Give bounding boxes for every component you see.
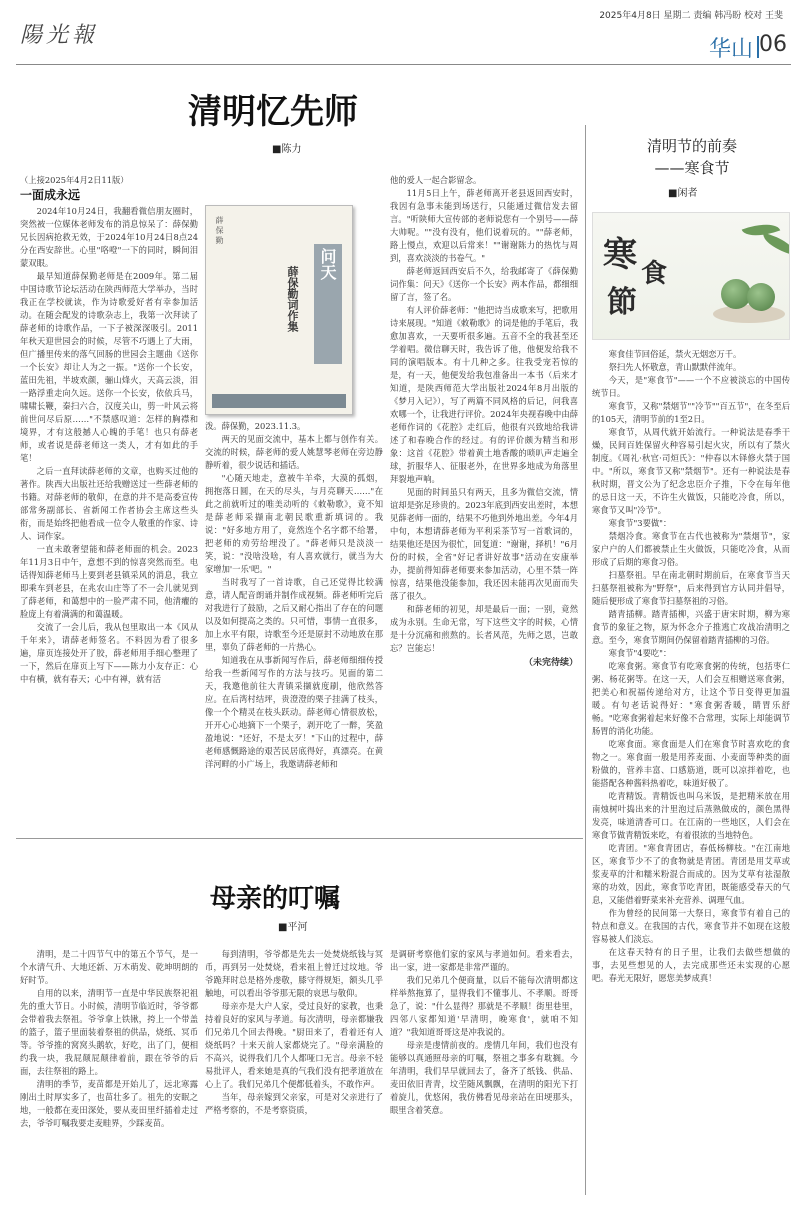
article1-byline: ■陈力 — [272, 144, 302, 155]
paragraph: 今天，是"寒食节"——一个不应被淡忘的中国传统节日。 — [592, 375, 790, 398]
paragraph: 清明，是二十四节气中的第五个节气，是一个水清气升、大地还新、万木萌发、乾坤明朗的好时节。 — [20, 949, 198, 985]
sidebar-title-line2: ——寒食节 — [654, 159, 730, 177]
paragraph: 泼。薛保勤，2023.11.3。 — [205, 421, 306, 431]
article2-col2 — [205, 948, 383, 1198]
paragraph: 是调研考察他们家的家风与孝道如何。看来看去，出一家，进一家都是非常严谨的。 — [390, 949, 578, 972]
paragraph: 当时我写了一首诗歌，自己还觉得比较满意，请人配音朗诵并制作成视频。薛老师听完后对我进行了鼓励，之后又耐心指出了存在的问题以及如何提高之类的。只可惜，事情一直很多，加上水平有限，诗歌至今还是原封不动地放在那里，辜负了薛老师的一片热心。 — [205, 577, 383, 652]
paragraph: 11月5日上午，薛老师离开老县返回西安时，我因有急事未能到场送行，只能通过微信发去留言。"听陕师大宣传部的老师说您有一个别号——薛大帅呢。""没有没有，他们说着玩的。""薛老师，路上慢点，欢迎以后常来！""谢谢陈力的热忱与周到，喜欢淡淡的书卷气。" — [390, 188, 578, 263]
section-name: 华山 — [708, 37, 753, 62]
book-author: 薛保勤 — [215, 216, 224, 246]
paragraph: 交流了一会儿后，我从包里取出一本《风从千年来》，请薛老师签名。不料因为看了很多遍，扉页连接处开了胶，薛老师用手细心整理了一下，然后在扉页上写下——陈力小友存正：心中有横，就有春天；心中有禅，就有活 — [20, 622, 198, 684]
article1-col2 — [205, 420, 383, 840]
art-character: 食 — [641, 259, 668, 289]
paragraph: 禁烟冷食。寒食节在古代也被称为"禁烟节"，家家户户的人们都被禁止生火做饭，只能吃冷食，从而形成了后期的寒食习俗。 — [592, 531, 790, 567]
article1-subhead: 一面成永远 — [20, 188, 81, 202]
paragraph: 扫墓祭祖。早在南北朝时期前后，在寒食节当天扫墓祭祖被称为"野祭"，后来得到官方认同并倡导，随后便形成了寒食节扫墓祭祖的习俗。 — [592, 570, 790, 606]
article1-intro: （上接2025年4月2日11版） — [20, 175, 129, 185]
paragraph: 一直未敢奢望能和薛老师面的机会。2023年11月3日中午，意想不到的惊喜突然而至。电话得知薛老师马上要到老县镇采风的消息，我立即乘车到老县，在兆农山庄等了不一会儿就见到了薛老师，和蔼想中的一脸严肃不同，他清癯的脸庞上有着满满的和蔼温暖。 — [20, 544, 198, 619]
book-cover-image — [205, 205, 353, 415]
paragraph: 2024年10月24日，我翻看微信朋友圈时，突然被一位媒体老师发布的消息惊呆了：薛保勤兄长因病抢救无效，于2024年10月24日8点24分在西安辞世。心里"咯噔"一下的同时，瞬间泪蒙双眼。 — [20, 206, 198, 268]
article2-col3 — [390, 948, 578, 1198]
issue-line: 2025年4月8日 星期二 责编 韩冯盼 校对 王斐 — [599, 11, 783, 21]
paragraph: 踏青插柳。踏青插柳，兴盛于唐宋时期，柳为寒食节的象征之物，原为怀念介子推逃亡攻战冶清明之意。至今，寒食节期间仍保留着踏青插柳的习俗。 — [592, 609, 790, 645]
paragraph: 母亲亦是大户人家，受过良好的家教，也秉持着良好的家风与孝道。每次清明，母亲都嫌我们兄弟几个回去得晚。"厨田来了，看着还有人烧纸吗？十来天前人家都烧完了。"母亲满脸的不高兴，说得我们几个人都哑口无言。母亲不轻易批评人，看来她是真的气我们没有把孝道放在心上了。我们兄弟几个便都低着头，不敢作声。 — [205, 1001, 383, 1089]
article2-byline: ■平河 — [278, 922, 308, 933]
book-publisher-band — [212, 394, 346, 408]
paragraph: 他的爱人一起合影留念。 — [390, 175, 482, 185]
paragraph: 每到清明，爷爷都是先去一处焚烧纸钱与冥币，再到另一处焚烧，看来祖上曾迁过坟地。爷爷跪拜时总是格外虔敬，膝守得规矩，额头几乎触地，可以看出爷爷那无限的哀思与敬仰。 — [205, 949, 383, 998]
paragraph: 在这春天特有的日子里，让我们去做些想做的事，去见些想见的人，去完成那些还未实现的心愿吧。春光无限好，愿您美梦成真！ — [592, 947, 790, 983]
paragraph: 薛老师返回西安后不久，给我邮寄了《薛保勤词作集：问天》《送你一个长安》两本作品，都细细留了言，签了名。 — [390, 266, 578, 302]
book-subtitle: 薛保勤词作集 — [286, 266, 299, 332]
paragraph: 和薛老师的初见，却是最后一面；一别，竟然成为永别。生命无常，写下这些文字的时候，心情是十分沉痛和煎熬的。长者风范，先师之恩，岂敢忘？岂能忘！ — [390, 604, 578, 653]
newspaper-logo: 陽光報 — [20, 23, 99, 48]
leaf-icon — [760, 233, 790, 256]
article1-col1 — [20, 174, 198, 840]
sidebar-divider — [585, 125, 586, 1195]
continued-note: （未完待续） — [523, 658, 578, 668]
article1-col3 — [390, 174, 578, 840]
article-divider — [16, 838, 583, 839]
paragraph: 知道我在从事新闻写作后，薛老师细细传授给我一些新闻写作的方法与技巧。见面的第二天，我邀他前往大青镇采撷就度刷，他欣然答应。在后湾村结坪，贵澄澄的栗子挂满了枝头，像一个个精灵在枝头跃动。薛老师心情很放松，开开心心地摘下一个栗子，剥开吃了一醉，笑盈盈地说："还好，不是太歹！"下山的过程中，薛老师感慨路途的艰苦民居底得好，真漂亮。在黄洋河畔的小广场上，我邀请薛老师和 — [205, 655, 383, 769]
paragraph: 寒食节"3要做"： — [608, 518, 672, 528]
art-character: 節 — [607, 285, 637, 320]
paragraph: 吃寒食粥。寒食节有吃寒食粥的传统，包括枣仁粥、杨花粥等。在这一天，人们会互相赠送寒食粥，把美心和祝福传递给对方，让这个节日变得更加温暖。有句老话说得好："寒食粥香暖，睛胃乐舒畅。"吃寒食粥着起来好像不合常理，实际上却能调节肠胃的消化功能。 — [592, 661, 790, 736]
article2-col1 — [20, 948, 198, 1198]
paragraph: 寒食节"4要吃"： — [608, 648, 672, 658]
book-title: 问天 — [314, 244, 342, 364]
paragraph: 吃寒食面。寒食面是人们在寒食节时喜欢吃的食物之一。寒食面一般是用荞麦面、小麦面等种类的面粉做的，营养丰富、口感筋道，既可以凉拌着吃，也能搭配各种酱料热着吃，味道好极了。 — [592, 739, 790, 788]
paragraph: 当年，母亲嫁到父亲家，可是对父亲进行了严格考察的，不是考察资质， — [205, 1092, 383, 1115]
art-character: 寒 — [603, 235, 637, 275]
paragraph: 之后一直拜读薛老师的文章，也购买过他的著作。陕西大出版社还给我赠送过一些薛老师的书籍。对薛老师的敬仰，在意的并不是高委宣传部常务副部长、省新闻工作者协会主席这些头衔，而是始终把他看成一位令人敬重的作家、诗人、词作家。 — [20, 466, 198, 541]
plate-icon — [713, 305, 785, 323]
paragraph: 吃青精饭。青精饭也叫乌米饭，是把精米放在用南烛树叶捣出来的汁里泡过后蒸熟做成的，颜色黑得发亮，味道清香可口。在江南的一些地区，人们会在寒食节做青精饭来吃，有着很浓的当地特色。 — [592, 791, 790, 840]
sidebar-title-line1: 清明节的前奏 — [646, 137, 737, 155]
qingming-illustration — [592, 212, 790, 340]
paragraph: 寒食节，又称"禁烟节""冷节""百五节"，在冬至后的105天，清明节前的1至2日。 — [592, 401, 790, 424]
sidebar-byline: ■闲者 — [668, 188, 698, 199]
paragraph: 有人评价薛老师："他把诗当成歌来写，把歌用诗来展现。"知道《敕勒歌》的词是他的手笔后，我愈加喜欢，一天要听很多遍。五音不全的我甚至还学着唱。微信聊天时，我告诉了他，他便发给我不同的演唱版本。有十几种之多。往我受宠若惊的是，有一天，他便发给我包准备出一本书（后来才知道，是陕西师范大学出版社2024年8月出版的《梦月入记》），写了两篇不同风格的后记，问我喜欢哪一个，让我进行评价。2024年央视春晚中由薛老师作词的《花腔》走红后，他很有兴致地给我讲述了和春晚合作的经过。有的评价颇为精当和形象：这首《花腔》带着黄土地香酸的唢叭声走遍全球，折服华人、征服老外，在世界多地成为角落里拜裂地声响。 — [390, 305, 578, 484]
paragraph: 最早知道薛保勤老师是在2009年。第二届中国诗歌节论坛活动在陕西师范大学举办，当时我正在学校就读，作为诗歌爱好者有幸参加活动。在随会配发的诗歌杂志上，我第一次拜读了薛老师的诗歌作品，一下子被深深吸引。2011年秋天迎世园会的时候，尽管不巧遇上了大雨，但广播里传来的落气回肠的世园会主题曲《送你一个长安》却让人为之一振。"送你一个长安，蓝田先祖，半坡欢颜，骊山烽火，天高云淡，泪一路浮重走向久远。送你一个长安，依依兵马，啸啸长鞭，秦扫六合，汉度关山，剪一叶风云将前世问尽后原……"不禁感叹道：怎样的胸襟和境界，才有这般撼人心魄的手笔！也只有薛老师，或者说是薛老师这一类人，才有如此的手笔！ — [20, 271, 198, 463]
paragraph: 清明的季节，麦苗都是开始儿了，远北寒露刚出土时厚实多了，也苗壮多了。祖先的安眠之地，一般都在麦田深处，要从麦田里纤插着走过去，爷爷叮嘱我要走麦畦界，少踩麦苗。 — [20, 1079, 198, 1128]
masthead — [0, 0, 799, 70]
article1-title: 清明忆先师 — [188, 92, 358, 132]
paragraph: 两天的见面交流中，基本上都与创作有关。交流的时候，薛老师的爱人姚慧琴老师在旁边静静听着，很少说话和插话。 — [205, 434, 383, 470]
paragraph: "心随天地走，意被牛羊牵，大漠的孤烟，拥抱落日圆，在天的尽头，与月亮聊天……"在此之前就听过的唯美动听的《敕勒歌》，竟不知是薛老师采撷南北朝民歌重新填词的。我说："好多地方用了，竟然连个名字都不给署，把老师的劝劳给埋没了。"薛老师只是淡淡一笑，说："没啥没啥，有人喜欢就行，就当为大家增加'一乐'吧。" — [205, 473, 383, 574]
poem-line: 寒食佳节回俗延，禁火无烟恋万千。 — [608, 349, 742, 359]
paragraph: 寒食节，从周代就开始流行。一种说法是春季干燥，民间百姓保留火种容易引起火灾，所以有了禁火制度。《周礼·秋官·司烜氏》："仲春以木铎修火禁于国中。"所以，寒食节又称"禁烟节"。还有一种说法是春秋时期，晋文公为了纪念忠臣介子推，下令在每年他的忌日这一天，不许生火做饭，只能吃冷食，所以，寒食节又叫"冷节"。 — [592, 427, 790, 515]
paragraph: 我们兄弟几个便商量，以后不能每次清明都这样举熬拖算了，显得我们不懂事儿、不孝顺。哥哥急了，说："什么显得？那就是不孝顺！街里巷里，四邻八家都知道'早清明，晚寒食'，就咱不知道？"我知道哥哥这是冲我说的。 — [390, 975, 578, 1037]
paragraph: 见面的时间虽只有两天，且多为微信交流，情谊却是弥足珍贵的。2023年底到西安出差时，本想见薛老师一面的，结果不巧他到外地出差。今年4月中旬，本想请薛老师为平利采茶节写一首歌词的，结果他还是因为很忙，回复道："谢谢，择机！"6月份的时候，全省"好记者讲好故事"活动在安康举办，提前得知薛老师要来参加活动，心里不禁一阵惊喜，结果他没能参加，我还因未能再次见面而失落了很久。 — [390, 487, 578, 601]
poem-line: 祭扫先人怀敬意，青山默默伴流年。 — [608, 362, 742, 372]
paragraph: 自用的以来，清明节一直是中华民族祭祀祖先的重大节日。小时候，清明节临近时，爷爷都会带着我去祭祖。爷爷拿上铁锹，挎上一个带盖的篮子，篮子里面装着祭祖的供品，烧纸、冥币等。爷爷推的窝窝头鹅软，好吃，出了门，便相约我一块，我屁颠屁颠律着前，跟在爷爷的后面，去往祭祖的路上。 — [20, 988, 198, 1076]
article2-title: 母亲的叮嘱 — [210, 884, 341, 914]
qingtuan-icon — [747, 283, 775, 311]
header-rule — [16, 64, 791, 65]
paragraph: 作为曾经的民间第一大祭日，寒食节有着自己的特点和意义。在我国的古代，寒食节并不如现在这般容易被人们淡忘。 — [592, 908, 790, 944]
page-number: 06 — [759, 32, 787, 57]
sidebar-body — [592, 348, 790, 1198]
paragraph: 母亲是虔情前夜的。虔情几年间，我们也没有能够以真通照母亲的叮嘱，祭祖之事多有耽搁。今年清明，我们早早就回去了，备齐了纸钱、供品、麦田依旧青青，坟茔随风飘飘，在清明的阳光下打着旋儿，优悠闲，我仿佛看见母亲站在田埂那头，眼里含着笑意。 — [390, 1040, 578, 1115]
paragraph: 吃青团。"寒食青团店，春低杨柳枝。"在江南地区，寒食节少不了的食物就是青团。青团是用艾草或浆麦草的汁和糯米粉混合而成的。因为艾草有祛湿散寒的功效，因此，寒食节吃青团，既能感受春天的气息，又能借着野菜来补充营养、调理气血。 — [592, 843, 790, 905]
